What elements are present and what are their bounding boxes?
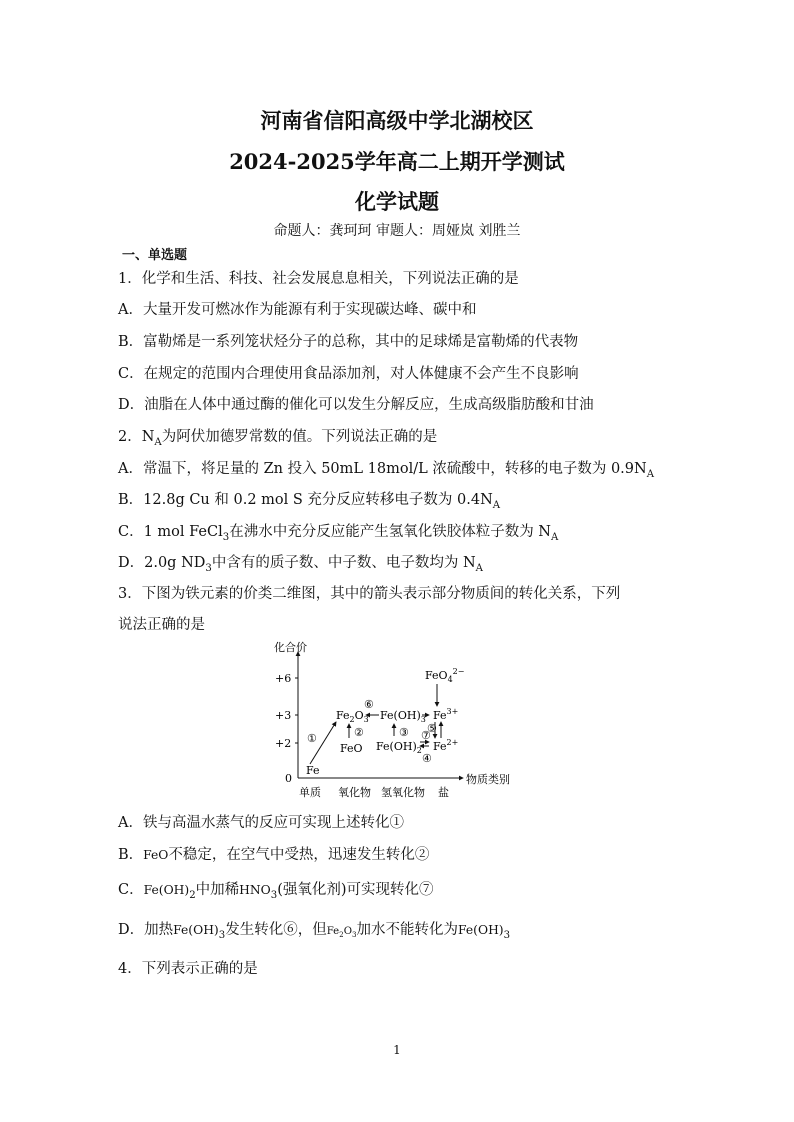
q2-stem-sub: A xyxy=(154,436,162,448)
species-fe2plus: $Fe^{2+}$ xyxy=(433,738,459,753)
q2-d-pre: D．2.0g ND xyxy=(118,555,206,571)
question-1-stem: 1．化学和生活、科技、社会发展息息相关，下列说法正确的是 xyxy=(118,271,519,287)
exam-subject: 化学试题 xyxy=(355,189,439,214)
q3-c-post: (强氧化剂)可实现转化⑦ xyxy=(277,882,434,898)
q3-d-formula1-sub: 3 xyxy=(218,929,226,941)
question-1-option-d: D．油脂在人体中通过酶的催化可以发生分解反应，生成高级脂肪酸和甘油 xyxy=(118,397,594,413)
x-category-label: 单质 xyxy=(299,786,321,799)
q2-d-sub1: 3 xyxy=(205,562,212,574)
y-axis-label: 化合价 xyxy=(274,641,307,654)
page-number: 1 xyxy=(393,1043,401,1057)
iron-valence-class-diagram xyxy=(270,638,530,803)
label-5: ⑤ xyxy=(427,722,437,735)
question-2-option-c xyxy=(118,520,558,543)
species-feoh2: $Fe(OH)_2$ xyxy=(376,740,422,755)
q3-c-formula2: HNO xyxy=(239,883,271,897)
q3-c-formula1-sub: 2 xyxy=(189,889,196,901)
q2-d-sub2: A xyxy=(475,562,483,574)
y-tick-label: +6 xyxy=(275,672,292,685)
question-4-stem: 4．下列表示正确的是 xyxy=(118,961,258,977)
y-tick-label: 0 xyxy=(285,772,292,785)
question-3-stem-line1: 3．下图为铁元素的价类二维图，其中的箭头表示部分物质间的转化关系，下列 xyxy=(118,586,621,602)
label-4: ④ xyxy=(422,752,432,765)
q3-c-formula1: Fe(OH) xyxy=(143,883,190,897)
q3-b-post: 不稳定，在空气中受热，迅速发生转化② xyxy=(168,847,430,863)
q2-c-mid: 在沸水中充分反应能产生氢氧化铁胶体粒子数为 N xyxy=(229,524,551,540)
page-title: 河南省信阳高级中学北湖校区 xyxy=(260,108,534,133)
q2-b-text: B．12.8g Cu 和 0.2 mol S 充分反应转移电子数为 0.4N xyxy=(118,492,493,508)
q2-c-sub1: 3 xyxy=(222,531,230,543)
question-3-stem-line2: 说法正确的是 xyxy=(118,617,205,633)
author-line: 命题人：龚珂珂 审题人：周娅岚 刘胜兰 xyxy=(273,223,521,239)
x-category-label: 盐 xyxy=(438,786,449,799)
question-2-stem xyxy=(118,425,437,448)
q3-d-formula3: Fe(OH) xyxy=(458,923,504,937)
q2-a-sub: A xyxy=(646,468,655,480)
q2-stem-post: 为阿伏加德罗常数的值。下列说法正确的是 xyxy=(161,429,438,445)
q3-c-formula2-sub: 3 xyxy=(270,889,278,901)
q3-c-mid: 中加稀 xyxy=(195,882,240,898)
y-tick-label: +2 xyxy=(275,737,292,750)
question-2-option-d xyxy=(118,551,483,574)
q3-d-f2-sub2: 3 xyxy=(352,930,357,940)
q2-a-text: A．常温下，将足量的 Zn 投入 50mL 18mol/L 浓硫酸中，转移的电子数为 0.9N xyxy=(118,461,647,477)
question-3-option-c xyxy=(118,878,434,901)
q3-c-pre: C． xyxy=(118,882,144,898)
question-3-option-b xyxy=(118,843,429,864)
label-7: ⑦ xyxy=(421,729,431,742)
q2-b-sub: A xyxy=(492,499,501,511)
q2-c-pre: C．1 mol FeCl xyxy=(118,524,223,540)
species-fe2o3: $Fe_2O_3$ xyxy=(336,709,369,724)
question-1-option-c: C．在规定的范围内合理使用食品添加剂，对人体健康不会产生不良影响 xyxy=(118,366,579,382)
label-1: ① xyxy=(307,732,317,745)
species-feo4: FeO$_4^{2-}$ xyxy=(425,667,465,684)
section-heading: 一、单选题 xyxy=(122,248,188,263)
question-3-option-a: A．铁与高温水蒸气的反应可实现上述转化① xyxy=(118,815,404,831)
x-axis-label: 物质类别 xyxy=(466,773,510,786)
q3-d-f2-sub1: 2 xyxy=(339,930,344,940)
q3-d-formula2 xyxy=(326,926,357,940)
question-3-option-d xyxy=(118,918,510,941)
species-feo: FeO xyxy=(340,742,363,755)
label-2: ② xyxy=(354,726,364,739)
species-fe: Fe xyxy=(306,764,320,777)
species-fe3plus: $Fe^{3+}$ xyxy=(433,707,459,722)
label-3: ③ xyxy=(399,726,409,739)
q2-d-mid: 中含有的质子数、中子数、电子数均为 N xyxy=(211,555,476,571)
label-6: ⑥ xyxy=(364,698,374,711)
q3-d-f2-fe: Fe xyxy=(326,926,340,937)
q3-d-formula1: Fe(OH) xyxy=(173,923,219,937)
q3-b-pre: B． xyxy=(118,847,144,863)
q3-d-formula3-sub: 3 xyxy=(503,929,511,941)
q2-stem-pre: 2．N xyxy=(118,429,155,445)
question-1-option-a: A．大量开发可燃冰作为能源有利于实现碳达峰、碳中和 xyxy=(118,302,477,318)
x-category-label: 氧化物 xyxy=(338,786,371,799)
q3-d-f2-o: O xyxy=(343,926,352,937)
question-2-option-b xyxy=(118,488,500,511)
page-subtitle: 2024-2025学年高二上期开学测试 xyxy=(229,149,565,174)
q3-d-mid1: 发生转化⑥，但 xyxy=(225,922,327,938)
q3-d-pre: D．加热 xyxy=(118,922,174,938)
q3-b-formula: FeO xyxy=(143,848,169,862)
q2-c-sub2: A xyxy=(551,531,559,543)
x-category-label: 氢氧化物 xyxy=(381,786,425,799)
question-1-option-b: B．富勒烯是一系列笼状烃分子的总称，其中的足球烯是富勒烯的代表物 xyxy=(118,334,579,350)
q3-d-mid2: 加水不能转化为 xyxy=(356,922,459,938)
question-2-option-a xyxy=(118,457,654,480)
species-feoh3: $Fe(OH)_3$ xyxy=(380,709,426,724)
y-tick-label: +3 xyxy=(275,709,292,722)
